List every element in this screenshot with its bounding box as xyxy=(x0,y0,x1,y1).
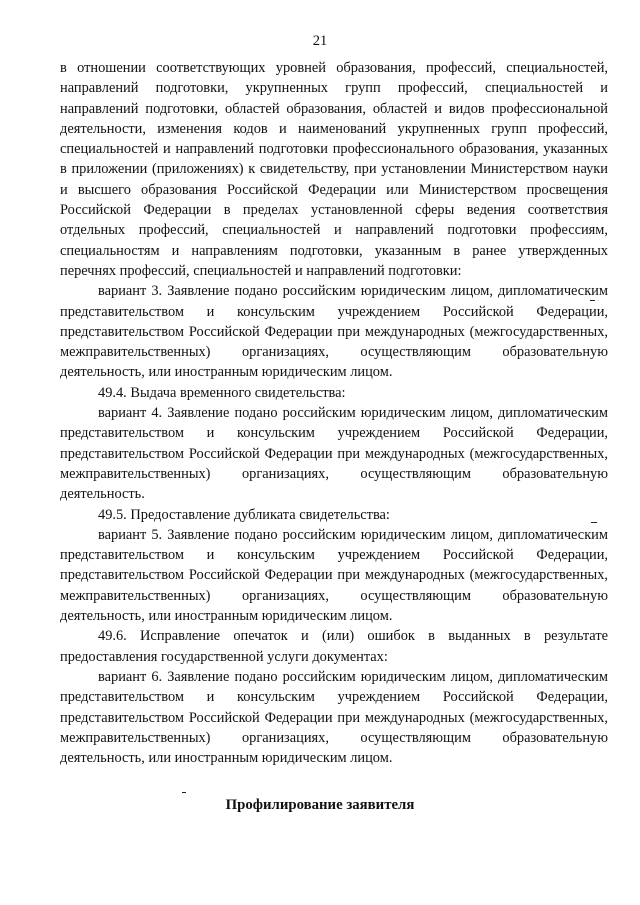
section-heading: Профилирование заявителя xyxy=(225,797,415,813)
paragraph-section-49-6: 49.6. Исправление опечаток и (или) ошибок в выданных в результате предоставления государственной услуги документах: xyxy=(60,628,608,665)
paragraph-section-49-5: 49.5. Предоставление дубликата свидетельства: xyxy=(98,506,390,523)
paragraph-intro: в отношении соответствующих уровней образования, профессий, специальностей, направлений подготовки, укрупненных групп профессий, специальностей и направлений подготовки, областей образования, областей и видов профессиональной деятельности, изменения кодов и наименований укрупненных групп профессий, специальностей и направлений подготовки профессионального образования, указанных в приложении (приложениях) к свидетельству, при установлении Министерством науки и высшего образования Российской Федерации или Министерством просвещения Российской Федерации в пределах установленной сферы ведения соответствия отдельных профессий, специальностей и направлений подготовки профессиям, специальностям и направлениям подготовки, указанным в ранее утвержденных перечнях профессий, специальностей и направлений подготовки: xyxy=(60,60,608,279)
paragraph-variant-3: вариант 3. Заявление подано российским юридическим лицом, дипломатическим представительством и консульским учреждением Российской Федерации, представительством Российской Федерации при международных (межгосударственных, межправительственных) организациях, осуществляющим образовательную деятельность, или иностранным юридическим лицом. xyxy=(60,283,608,381)
paragraph-variant-5: вариант 5. Заявление подано российским юридическим лицом, дипломатическим представительством и консульским учреждением Российской Федерации, представительством Российской Федерации при международных (межгосударственных, межправительственных) организациях, осуществляющим образовательную деятельность, или иностранным юридическим лицом. xyxy=(60,526,608,625)
document-body xyxy=(60,58,608,768)
paragraph-variant-4: вариант 4. Заявление подано российским юридическим лицом, дипломатическим представительством и консульским учреждением Российской Федерации, представительством Российской Федерации при международных (межгосударственных, межправительственных) организациях, осуществляющим образовательную деятельность. xyxy=(60,405,608,503)
paragraph-section-49-4: 49.4. Выдача временного свидетельства: xyxy=(98,384,346,401)
scan-speck xyxy=(591,522,597,523)
paragraph-variant-6: вариант 6. Заявление подано российским юридическим лицом, дипломатическим представительством и консульским учреждением Российской Федерации, представительством Российской Федерации при международных (межгосударственных, межправительственных) организациях, осуществляющим образовательную деятельность, или иностранным юридическим лицом. xyxy=(60,668,608,767)
scan-speck xyxy=(590,300,595,301)
page-number: 21 xyxy=(312,33,328,49)
scan-speck xyxy=(182,792,186,793)
